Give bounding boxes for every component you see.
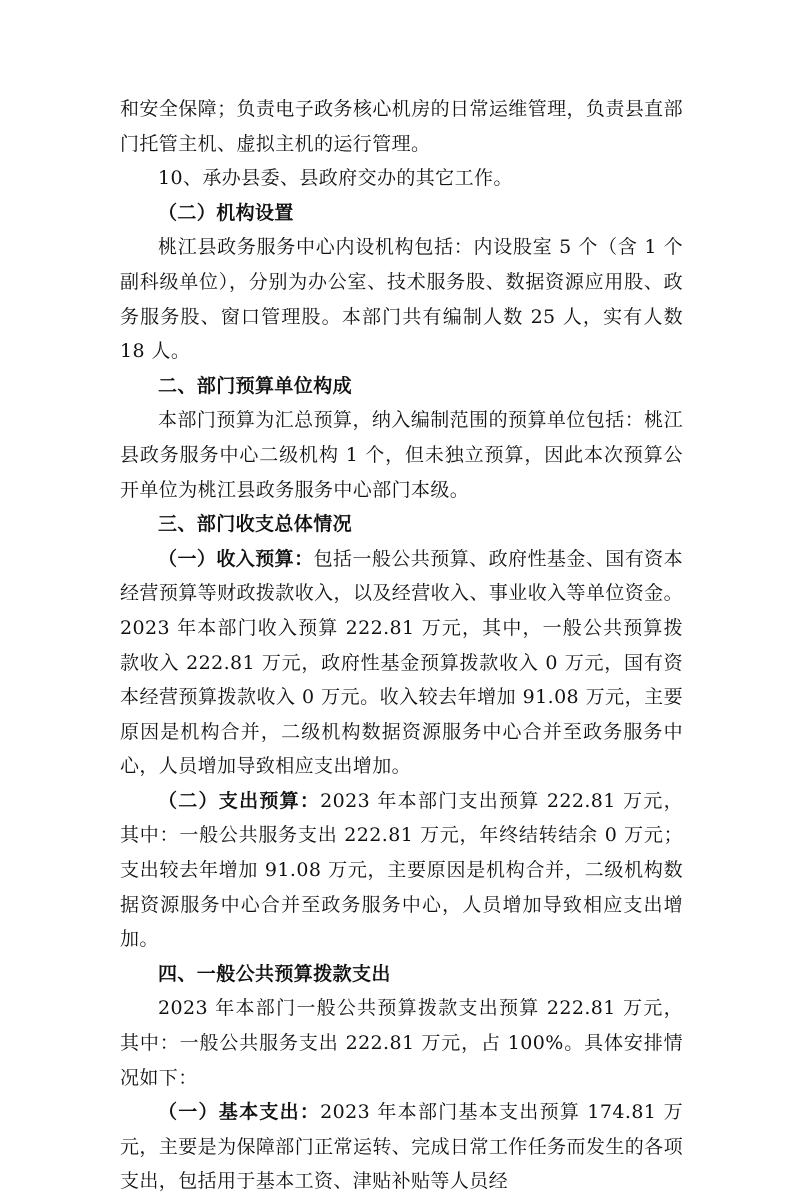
basic-expense-text: 2023 年本部门基本支出预算 174.81 万元，主要是为保障部门正常运转、完成日常工作任务而发生的各项支出，包括用于基本工资、津贴补贴等人员经 — [120, 1101, 683, 1193]
paragraph-basic-expense — [120, 1095, 683, 1199]
heading-budget-units: 二、部门预算单位构成 — [158, 374, 353, 397]
paragraph-expense-budget — [120, 784, 683, 957]
paragraph-general-public-budget: 2023 年本部门一般公共预算拨款支出预算 222.81 万元，其中：一般公共服务支出 222.81 万元，占 100%。具体安排情况如下： — [120, 997, 683, 1089]
expense-budget-text: 2023 年本部门支出预算 222.81 万元，其中：一般公共服务支出 222.81 万元，年终结转结余 0 万元；支出较去年增加 91.08 万元，主要原因是机构合并，二级机构数据资源服务中心合并至政务服务中心，人员增加导致相应支出增加。 — [120, 789, 683, 951]
expense-budget-label: （二）支出预算： — [158, 789, 321, 812]
income-budget-label: （一）收入预算： — [158, 547, 314, 570]
heading-general-public-budget: 四、一般公共预算拨款支出 — [158, 962, 391, 985]
income-budget-text: 包括一般公共预算、政府性基金、国有资本经营预算等财政拨款收入，以及经营收入、事业收入等单位资金。2023 年本部门收入预算 222.81 万元，其中，一般公共预算拨款收入 222.81 万元，政府性基金预算拨款收入 0 万元，国有资本经营预算拨款收入 0 万元。收入较去年增加 91.08 万元，主要原因是机构合并，二级机构数据资源服务中心合并至政务服务中心，人员增加导致相应支出增加。 — [120, 547, 684, 778]
paragraph-budget-units: 本部门预算为汇总预算，纳入编制范围的预算单位包括：桃江县政务服务中心二级机构 1 个，但未独立预算，因此本次预算公开单位为桃江县政务服务中心部门本级。 — [120, 409, 683, 501]
paragraph-org-setup: 桃江县政务服务中心内设机构包括：内设股室 5 个（含 1 个副科级单位），分别为办公室、技术服务股、数据资源应用股、政务服务股、窗口管理股。本部门共有编制人数 25 人，实有人数 18 人。 — [120, 236, 683, 363]
paragraph-duties-continued: 和安全保障；负责电子政务核心机房的日常运维管理，负责县直部门托管主机、虚拟主机的运行管理。 — [120, 98, 683, 155]
heading-overall-income-expense: 三、部门收支总体情况 — [158, 513, 353, 536]
paragraph-duty-10: 10、承办县委、县政府交办的其它工作。 — [158, 167, 513, 190]
heading-org-setup: （二）机构设置 — [158, 201, 294, 224]
basic-expense-label: （一）基本支出： — [158, 1101, 321, 1124]
paragraph-income-budget — [120, 542, 683, 784]
document-body — [120, 92, 683, 1199]
